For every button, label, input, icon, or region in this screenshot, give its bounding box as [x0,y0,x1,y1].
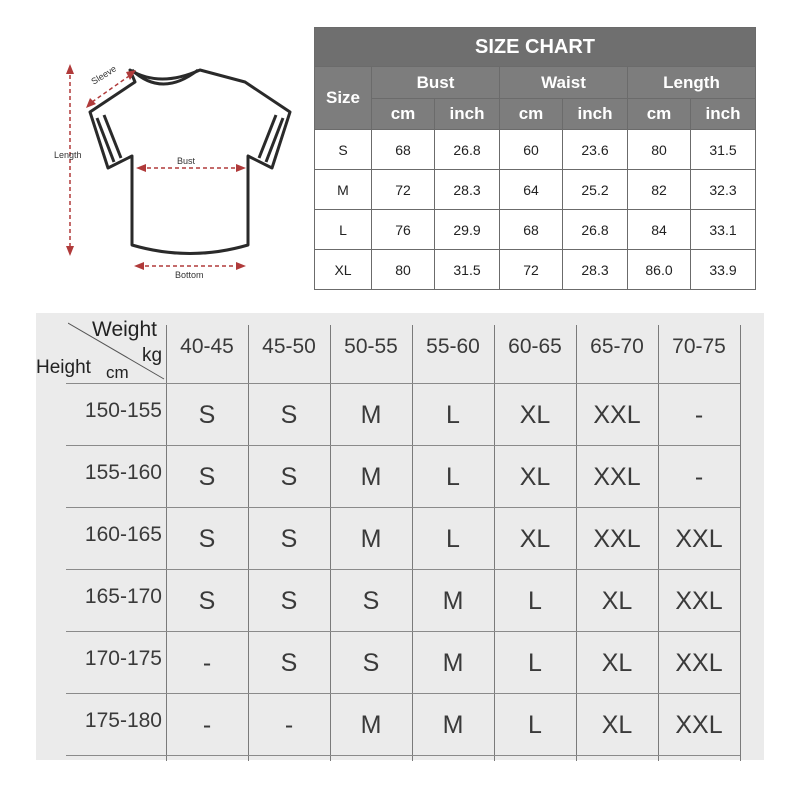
size-recommendation-cell: S [362,649,380,677]
length-group-header: Length [628,67,756,99]
value-cell: 29.9 [435,210,500,250]
value-cell: 68 [500,210,563,250]
size-recommendation-cell: XXL [593,463,641,491]
weight-column-header: 70-75 [672,335,726,358]
value-cell: 33.9 [691,250,756,290]
value-cell: 82 [628,170,691,210]
grid-vertical-line [740,325,741,761]
size-recommendation-cell: S [198,525,216,553]
value-cell: 32.3 [691,170,756,210]
height-row-header: 150-155 [84,399,162,422]
arrow-head-icon [66,64,74,74]
value-cell: 60 [500,130,563,170]
value-cell: 80 [372,250,435,290]
unit-header: cm [628,99,691,130]
value-cell: 72 [500,250,563,290]
weight-column-header: 65-70 [590,335,644,358]
value-cell: 68 [372,130,435,170]
size-recommendation-cell: XXL [593,401,641,429]
value-cell: 86.0 [628,250,691,290]
size-recommendation-cell: S [280,649,298,677]
size-recommendation-cell: M [442,649,464,677]
height-row-header: 155-160 [84,461,162,484]
value-cell: 23.6 [563,130,628,170]
size-recommendation-cell: L [446,401,460,429]
value-cell: 28.3 [563,250,628,290]
size-recommendation-cell: S [198,401,216,429]
size-recommendation-cell: - [694,401,704,429]
grid-horizontal-line [66,569,740,570]
size-recommendation-cell: XL [601,649,633,677]
bust-label: Bust [177,156,196,166]
size-recommendation-cell: XXL [593,525,641,553]
size-recommendation-cell: S [198,587,216,615]
size-recommendation-cell: M [360,711,382,739]
size-recommendation-cell: - [202,711,212,739]
length-label: Length [54,150,82,160]
size-recommendation-cell: S [280,587,298,615]
value-cell: 31.5 [691,130,756,170]
value-cell: 76 [372,210,435,250]
weight-column-header: 40-45 [180,335,234,358]
value-cell: 26.8 [563,210,628,250]
size-recommendation-cell: L [446,525,460,553]
unit-header: inch [563,99,628,130]
size-cell: M [315,170,372,210]
grid-horizontal-line [66,755,740,756]
size-cell: S [315,130,372,170]
value-cell: 31.5 [435,250,500,290]
size-recommendation-cell: S [280,525,298,553]
arrow-head-icon [66,246,74,256]
value-cell: 72 [372,170,435,210]
unit-header: inch [691,99,756,130]
size-recommendation-cell: XL [519,401,551,429]
size-recommendation-cell: - [284,711,294,739]
grid-horizontal-line [66,445,740,446]
size-recommendation-cell: L [528,649,542,677]
sleeve-label: Sleeve [89,63,119,87]
table-row [315,170,756,210]
size-chart-table [314,27,756,290]
size-recommendation-cell: S [280,401,298,429]
grid-horizontal-line [66,507,740,508]
value-cell: 64 [500,170,563,210]
weight-axis-label: Weight [92,318,157,341]
tshirt-diagram [40,40,320,290]
size-recommendation-cell: M [442,587,464,615]
size-recommendation-cell: - [202,649,212,677]
size-recommendation-cell: L [528,711,542,739]
size-recommendation-cell: L [446,463,460,491]
size-recommendation-cell: S [362,587,380,615]
size-recommendation-cell: L [528,587,542,615]
fit-grid [36,313,764,760]
weight-column-header: 50-55 [344,335,398,358]
size-recommendation-cell: M [442,711,464,739]
grid-horizontal-line [66,693,740,694]
size-recommendation-cell: M [360,525,382,553]
size-chart-title: SIZE CHART [315,28,756,67]
size-recommendation-cell: XL [519,525,551,553]
height-row-header: 170-175 [84,647,162,670]
height-row-header: 175-180 [84,709,162,732]
weight-column-header: 60-65 [508,335,562,358]
value-cell: 28.3 [435,170,500,210]
value-cell: 80 [628,130,691,170]
table-row [315,210,756,250]
height-axis-label: Height [36,357,91,378]
weight-unit-label: kg [142,345,163,366]
bust-group-header: Bust [372,67,500,99]
size-recommendation-cell: M [360,401,382,429]
size-recommendation-cell: XXL [675,525,723,553]
size-recommendation-cell: S [280,463,298,491]
value-cell: 33.1 [691,210,756,250]
unit-header: cm [500,99,563,130]
size-recommendation-cell: XL [601,587,633,615]
table-row [315,130,756,170]
height-row-header: 160-165 [84,523,162,546]
value-cell: 84 [628,210,691,250]
value-cell: 26.8 [435,130,500,170]
size-cell: L [315,210,372,250]
bottom-label: Bottom [175,270,204,280]
unit-header: inch [435,99,500,130]
height-unit-label: cm [106,363,129,382]
arrow-head-icon [236,262,246,270]
value-cell: 25.2 [563,170,628,210]
size-recommendation-cell: M [360,463,382,491]
weight-column-header: 55-60 [426,335,480,358]
weight-column-header: 45-50 [262,335,316,358]
size-recommendation-cell: XXL [675,587,723,615]
height-row-header: 165-170 [84,585,162,608]
grid-horizontal-line [66,631,740,632]
waist-group-header: Waist [500,67,628,99]
size-cell: XL [315,250,372,290]
size-recommendation-cell: XL [519,463,551,491]
unit-header: cm [372,99,435,130]
size-recommendation-cell: XL [601,711,633,739]
size-recommendation-cell: XXL [675,711,723,739]
table-row [315,250,756,290]
arrow-head-icon [134,262,144,270]
grid-horizontal-line [66,383,740,384]
size-recommendation-cell: XXL [675,649,723,677]
size-recommendation-cell: - [694,463,704,491]
size-recommendation-cell: S [198,463,216,491]
size-column-header: Size [315,67,372,130]
